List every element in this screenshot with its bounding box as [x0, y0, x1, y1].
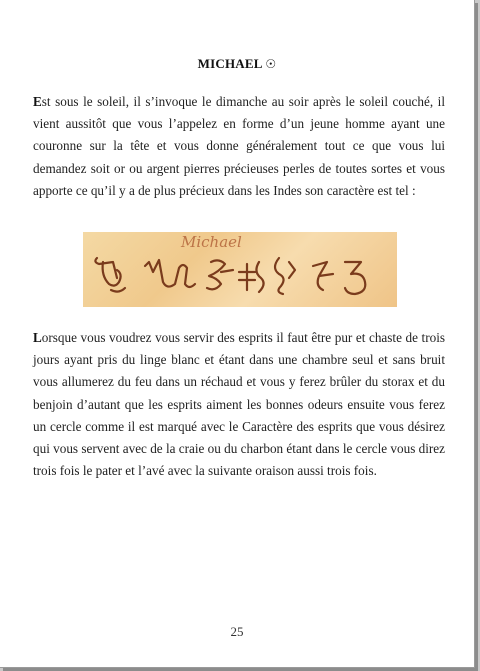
sigil-label: Michael [181, 233, 242, 251]
sun-symbol-icon: ☉ [265, 57, 277, 71]
paragraph-1-text: st sous le soleil, il s’invoque le dimanche au soir après le soleil couché, il vient aussitôt que vous l’appelez en forme d’un jeune homme ayant une couronne sur la tête et vous donne généralement tout ce que vous lui demandez soit or ou argent pierres précieuses perles de toutes sortes et vous apporte ce qu’il y a de plus précieux dans les Indes son caractère est tel : [33, 94, 445, 198]
dropcap-1: E [33, 94, 42, 109]
paragraph-1 [33, 91, 445, 202]
page-number: 25 [230, 624, 244, 639]
michael-sigil-image [83, 232, 397, 307]
paragraph-2 [33, 327, 445, 482]
title-text: MICHAEL [197, 56, 262, 71]
dropcap-2: L [33, 330, 42, 345]
paragraph-2-text: orsque vous voudrez vous servir des esprits il faut être pur et chaste de trois jours ayant pris du linge blanc et étant dans une chambre seul et sans bruit vous allumerez du feu dans un réchaud et vous y ferez brûler du storax et du benjoin d’autant que les esprits aiment les bonnes odeurs ensuite vous ferez un cercle comme il est marqué avec le Caractère des esprits que vous désirez qui vous servent avec de la craie ou du charbon étant dans le cercle vous direz trois fois le pater et l’avé avec la suivante oraison aussi trois fois. [33, 330, 445, 479]
page-title [0, 56, 474, 72]
